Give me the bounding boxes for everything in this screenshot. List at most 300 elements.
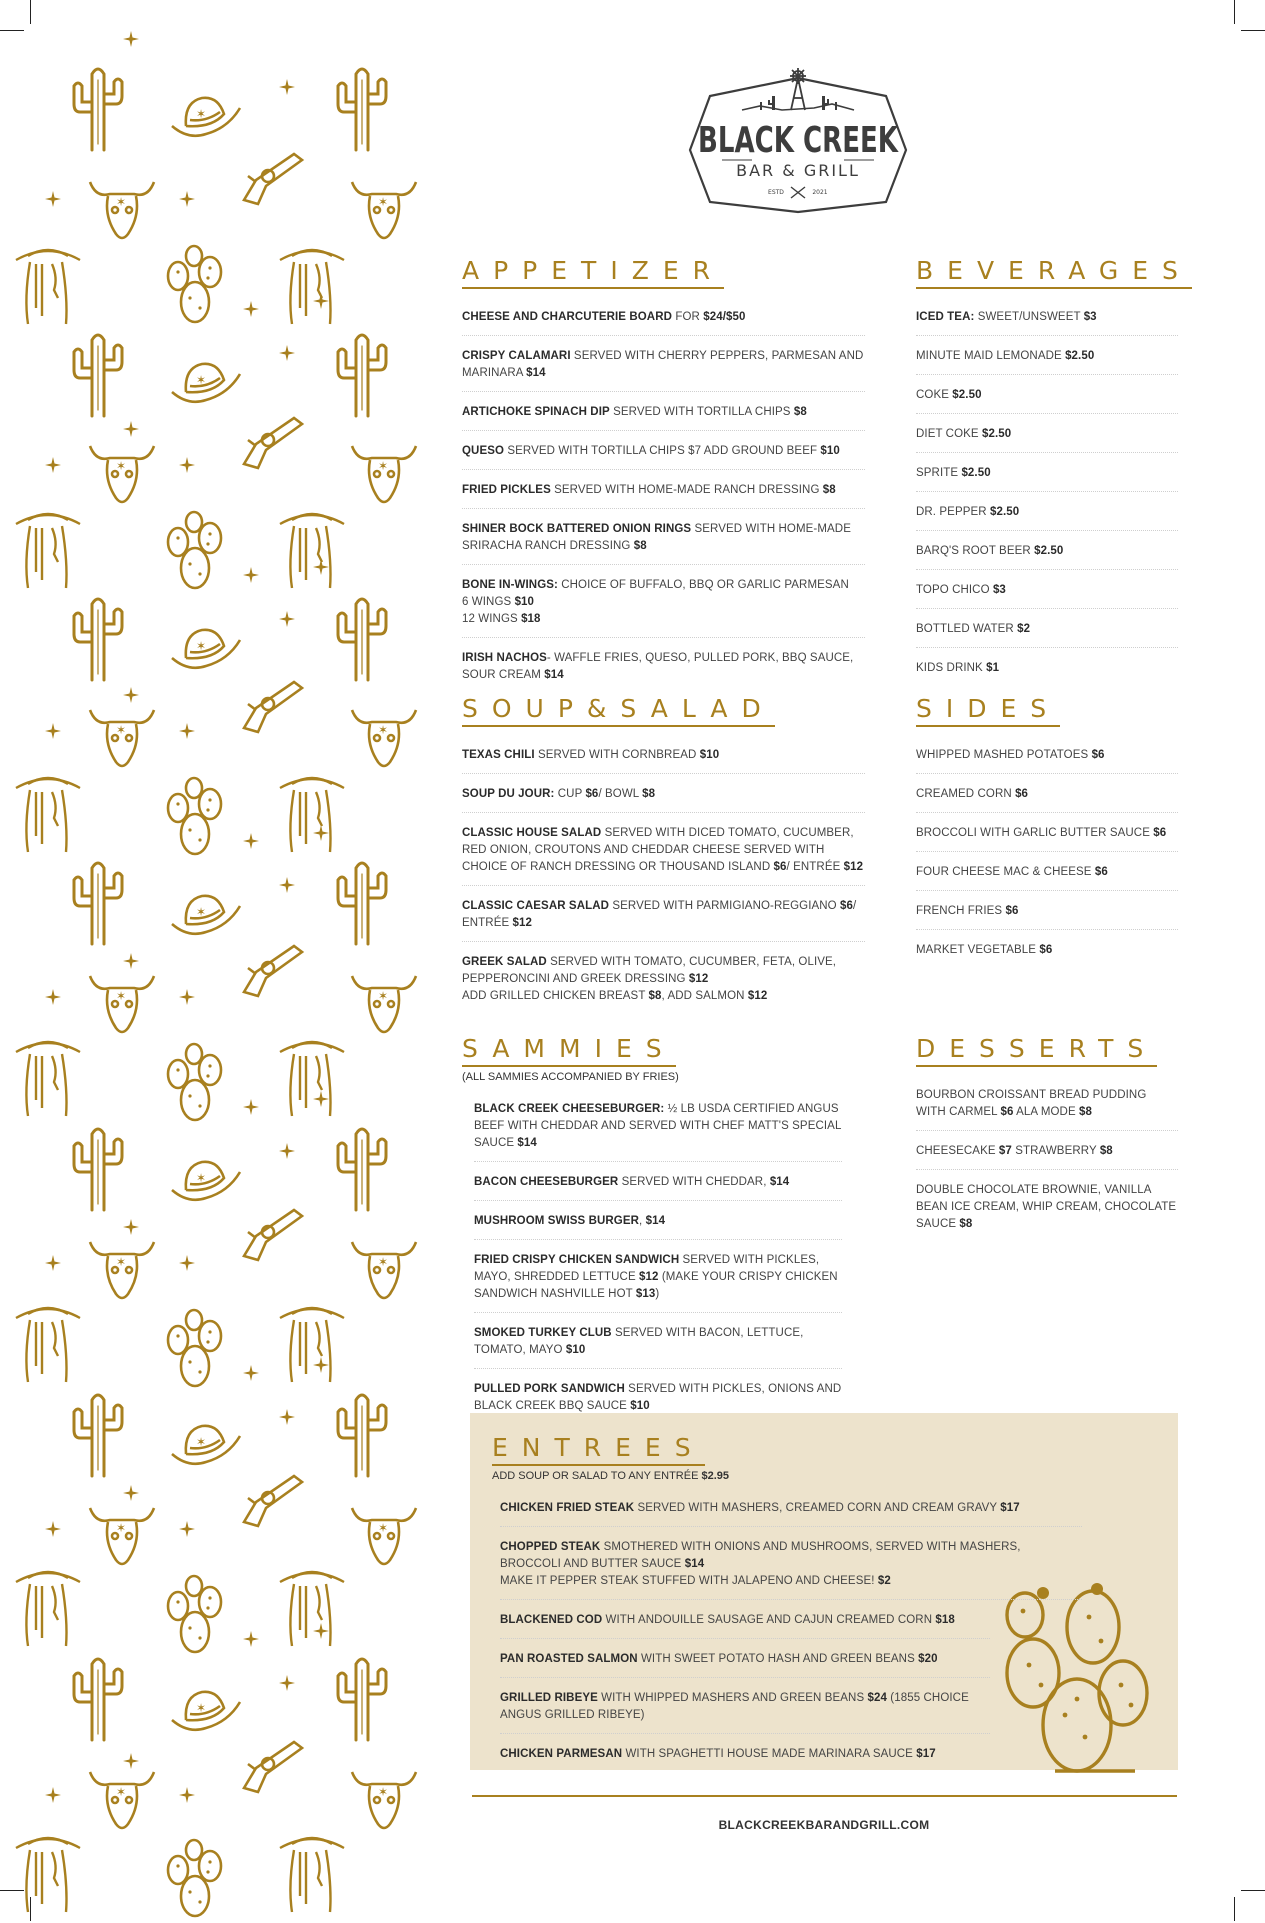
menu-item <box>916 303 1178 336</box>
menu-item-bold-text: MUSHROOM SWISS BURGER <box>474 1215 640 1227</box>
menu-item-text: BOURBON CROISSANT BREAD PUDDING WITH CARMEL <box>916 1089 1147 1118</box>
menu-item <box>462 303 865 336</box>
sides-section <box>916 694 1178 974</box>
entrees-note-text: ADD SOUP OR SALAD TO ANY ENTRÉE <box>492 1470 702 1482</box>
cactus-icon <box>68 1386 128 1483</box>
menu-item <box>462 892 865 942</box>
entrees-list <box>492 1494 1082 1772</box>
menu-item <box>462 437 865 470</box>
svg-text:✶: ✶ <box>378 195 389 209</box>
menu-item-text: WHIPPED MASHED POTATOES <box>916 749 1092 761</box>
menu-item-bold-text: $10 <box>699 749 720 761</box>
menu-item-bold-text: CRISPY CALAMARI <box>462 350 571 362</box>
menu-item-bold-text: SMOKED TURKEY CLUB <box>474 1327 612 1339</box>
cowgirl-icon <box>14 238 84 333</box>
logo-name-line2: BAR & GRILL <box>736 161 860 180</box>
star-icon <box>278 1408 296 1431</box>
menu-item-text: / ENTRÉE <box>462 900 857 929</box>
bull-skull-icon <box>86 1498 158 1577</box>
desserts-title: DESSERTS <box>916 1034 1157 1067</box>
menu-item-text: FOUR CHEESE MAC & CHEESE <box>916 866 1095 878</box>
cowboy-hat-icon <box>168 1416 244 1477</box>
menu-item-bold-text: CLASSIC HOUSE SALAD <box>462 827 602 839</box>
menu-item-bold-text: IRISH NACHOS <box>462 652 547 664</box>
star-icon <box>178 988 196 1011</box>
logo-year: 2021 <box>812 189 828 196</box>
menu-item <box>916 897 1178 930</box>
menu-item-bold-text: $2 <box>877 1575 891 1587</box>
entrees-title: ENTREES <box>492 1433 705 1466</box>
menu-item <box>500 1740 990 1772</box>
star-icon <box>242 566 260 589</box>
menu-item-bold-text: $6 <box>1015 788 1029 800</box>
menu-item <box>916 1081 1178 1131</box>
menu-item-text: WITH WHIPPED MASHERS AND GREEN BEANS <box>597 1692 868 1704</box>
star-icon <box>312 1356 330 1379</box>
menu-item <box>916 654 1178 686</box>
menu-item-bold-text: GRILLED RIBEYE <box>500 1692 598 1704</box>
cactus-icon <box>68 1650 128 1747</box>
menu-item-bold-text: $8 <box>1099 1145 1113 1157</box>
menu-item-text: TOPO CHICO <box>916 584 993 596</box>
desserts-section <box>916 1034 1178 1248</box>
svg-text:✶: ✶ <box>196 905 207 919</box>
menu-item-text: BARQ'S ROOT BEER <box>916 545 1035 557</box>
menu-item-text: ADD GRILLED CHICKEN BREAST <box>462 990 649 1002</box>
revolver-icon <box>236 1462 306 1537</box>
menu-item-text: ½ LB USDA CERTIFIED ANGUS BEEF WITH CHEDDAR AND SERVED WITH CHEF MATT'S SPECIAL SAUCE <box>474 1103 842 1149</box>
menu-item <box>474 1168 842 1201</box>
star-icon <box>178 1254 196 1277</box>
revolver-icon <box>236 668 306 743</box>
menu-item-bold-text: $2.50 <box>952 389 982 401</box>
menu-item-text: ALA MODE <box>1013 1106 1080 1118</box>
menu-item-bold-text: CHEESE AND CHARCUTERIE BOARD <box>462 311 673 323</box>
menu-item <box>916 498 1178 531</box>
menu-item-bold-text: $14 <box>769 1176 790 1188</box>
cowgirl-icon <box>14 1030 84 1125</box>
menu-item-bold-text: $6 <box>1039 944 1053 956</box>
svg-text:✶: ✶ <box>116 1521 127 1535</box>
cactus-icon <box>68 326 128 423</box>
menu-item-bold-text: ICED TEA: <box>916 311 975 323</box>
menu-item-text: CHEESECAKE <box>916 1145 999 1157</box>
appetizer-list <box>462 303 865 693</box>
menu-item-text: MARKET VEGETABLE <box>916 944 1040 956</box>
sammies-section <box>462 1034 842 1430</box>
menu-item-text: SERVED WITH DICED TOMATO, CUCUMBER, RED ONION, CROUTONS AND CHEDDAR CHEESE SERVED WITH CHOICE OF RANCH DRESSING OR THOUSAND ISLAND <box>462 827 854 873</box>
star-icon <box>44 1786 62 1809</box>
star-icon <box>242 832 260 855</box>
menu-item-text: KIDS DRINK <box>916 662 987 674</box>
soup-salad-list <box>462 741 865 1014</box>
sammies-title: SAMMIES <box>462 1034 676 1067</box>
menu-item-bold-text: $6 <box>1005 905 1019 917</box>
star-icon <box>278 876 296 899</box>
desserts-list <box>916 1081 1178 1242</box>
menu-item-bold-text: CHICKEN FRIED STEAK <box>500 1502 635 1514</box>
svg-text:✶: ✶ <box>196 1435 207 1449</box>
footer-rule <box>472 1795 1177 1797</box>
menu-item <box>916 615 1178 648</box>
menu-item-bold-text: $6 <box>773 861 787 873</box>
menu-item-bold-text: FRIED CRISPY CHICKEN SANDWICH <box>474 1254 680 1266</box>
revolver-icon <box>236 140 306 215</box>
star-icon <box>312 1090 330 1113</box>
menu-item-text: SERVED WITH TORTILLA CHIPS <box>609 406 794 418</box>
menu-item-bold-text: $6 <box>1153 827 1167 839</box>
menu-item-text: CHOICE OF BUFFALO, BBQ OR GARLIC PARMESAN <box>557 579 849 591</box>
menu-item <box>916 381 1178 414</box>
menu-item-bold-text: $8 <box>642 788 656 800</box>
menu-item-bold-text: $14 <box>517 1137 537 1149</box>
cowgirl-icon <box>14 1560 84 1655</box>
star-icon <box>178 456 196 479</box>
menu-item-text: WITH SPAGHETTI HOUSE MADE MARINARA SAUCE <box>622 1748 917 1760</box>
menu-item-bold-text: $20 <box>918 1653 938 1665</box>
menu-item-text: DR. PEPPER <box>916 506 990 518</box>
menu-item-bold-text: $8 <box>822 484 836 496</box>
menu-item-bold-text: $2.50 <box>989 506 1020 518</box>
menu-item-text: MINUTE MAID LEMONADE <box>916 350 1066 362</box>
cowboy-hat-icon <box>168 620 244 681</box>
cactus-icon <box>68 1120 128 1217</box>
svg-text:✶: ✶ <box>196 1171 207 1185</box>
menu-item <box>916 1137 1178 1170</box>
menu-item <box>462 644 865 693</box>
crop-mark <box>1234 0 1235 24</box>
logo-name-line1: BLACK CREEK <box>698 120 899 161</box>
bull-skull-icon <box>348 436 420 515</box>
star-icon <box>44 988 62 1011</box>
star-icon <box>178 1786 196 1809</box>
menu-item-bold-text: $2.50 <box>961 467 991 479</box>
menu-item <box>462 515 865 565</box>
menu-item-bold-text: TEXAS CHILI <box>462 749 535 761</box>
menu-item <box>500 1684 990 1734</box>
star-icon <box>178 190 196 213</box>
bull-skull-icon <box>348 1498 420 1577</box>
beverages-title: BEVERAGES <box>916 256 1192 289</box>
star-icon <box>278 1142 296 1165</box>
menu-item-bold-text: $2.50 <box>1034 545 1064 557</box>
star-icon <box>122 30 140 53</box>
bull-skull-icon <box>86 436 158 515</box>
menu-item-bold-text: $8 <box>633 540 647 552</box>
crop-mark <box>1241 30 1265 31</box>
menu-item-text: ) <box>655 1288 660 1300</box>
star-icon <box>312 292 330 315</box>
menu-item-bold-text: $3 <box>1083 311 1097 323</box>
menu-item-text: SERVED WITH HOME-MADE SRIRACHA RANCH DRESSING <box>462 523 851 552</box>
menu-item-text: SERVED WITH PICKLES, ONIONS AND BLACK CREEK BBQ SAUCE <box>474 1383 842 1412</box>
star-icon <box>178 722 196 745</box>
star-icon <box>312 824 330 847</box>
menu-item-bold-text: $6 <box>1094 866 1108 878</box>
svg-text:✶: ✶ <box>116 459 127 473</box>
revolver-icon <box>236 404 306 479</box>
entrees-note <box>492 1470 1082 1482</box>
menu-item <box>462 342 865 392</box>
bull-skull-icon <box>348 1232 420 1311</box>
menu-item-bold-text: $24/$50 <box>703 311 746 323</box>
menu-item-text: FRENCH FRIES <box>916 905 1006 917</box>
menu-item-text: SMOTHERED WITH ONIONS AND MUSHROOMS, SERVED WITH MASHERS, BROCCOLI AND BUTTER SAUCE <box>500 1541 1021 1570</box>
menu-item-bold-text: $8 <box>1079 1106 1093 1118</box>
black-creek-logo <box>682 68 914 214</box>
svg-text:✶: ✶ <box>378 989 389 1003</box>
prickly-pear-icon <box>160 242 230 329</box>
prickly-pear-icon <box>160 1836 230 1923</box>
menu-item-bold-text: $12 <box>747 990 768 1002</box>
menu-item <box>462 571 865 638</box>
menu-item <box>916 780 1178 813</box>
menu-item <box>462 948 865 1014</box>
menu-item-bold-text: $17 <box>1000 1502 1020 1514</box>
menu-item-bold-text: $8 <box>793 406 807 418</box>
menu-item-text: BROCCOLI WITH GARLIC BUTTER SAUCE <box>916 827 1154 839</box>
menu-item-text: SERVED WITH CHERRY PEPPERS, PARMESAN AND MARINARA <box>462 350 864 379</box>
menu-item-bold-text: $8 <box>648 990 662 1002</box>
bull-skull-icon <box>86 700 158 779</box>
menu-item-bold-text: BLACK CREEK CHEESEBURGER: <box>474 1103 665 1115</box>
cowboy-hat-icon <box>168 886 244 947</box>
sammies-note: (ALL SAMMIES ACCOMPANIED BY FRIES) <box>462 1071 679 1083</box>
menu-item <box>462 819 865 886</box>
menu-item-bold-text: FRIED PICKLES <box>462 484 551 496</box>
star-icon <box>44 456 62 479</box>
bull-skull-icon <box>348 700 420 779</box>
prickly-pear-icon <box>160 1572 230 1659</box>
menu-item-text: 12 WINGS <box>462 613 522 625</box>
menu-item-bold-text: CHICKEN PARMESAN <box>500 1748 623 1760</box>
menu-item-bold-text: $12 <box>639 1271 659 1283</box>
menu-item-text: SERVED WITH CHEDDAR, <box>618 1176 770 1188</box>
menu-item-bold-text: $17 <box>916 1748 936 1760</box>
footer-website: BLACKCREEKBARANDGRILL.COM <box>718 1818 930 1832</box>
menu-item-bold-text: BLACKENED COD <box>500 1614 603 1626</box>
bull-skull-icon <box>86 1232 158 1311</box>
svg-text:✶: ✶ <box>116 989 127 1003</box>
beverages-list <box>916 303 1178 686</box>
menu-item-text: CREAMED CORN <box>916 788 1016 800</box>
crop-mark <box>1234 1897 1235 1921</box>
bull-skull-icon <box>86 966 158 1045</box>
menu-item-bold-text: $18 <box>521 613 541 625</box>
crop-mark <box>1241 1890 1265 1891</box>
menu-item <box>462 780 865 813</box>
menu-item-bold-text: CHOPPED STEAK <box>500 1541 601 1553</box>
menu-item-text: SERVED WITH TORTILLA CHIPS $7 ADD GROUND BEEF <box>504 445 821 457</box>
menu-item-bold-text: $6 <box>840 900 854 912</box>
cowgirl-icon <box>14 502 84 597</box>
star-icon <box>278 78 296 101</box>
menu-item <box>500 1645 990 1678</box>
menu-item-text: SERVED WITH PARMIGIANO-REGGIANO <box>609 900 841 912</box>
cowgirl-icon <box>14 1296 84 1391</box>
cactus-icon <box>332 60 392 157</box>
menu-item <box>916 342 1178 375</box>
cactus-icon <box>332 590 392 687</box>
star-icon <box>278 344 296 367</box>
menu-item-text: DIET COKE <box>916 428 982 440</box>
cowboy-hat-icon <box>168 1682 244 1743</box>
menu-item-text: DOUBLE CHOCOLATE BROWNIE, VANILLA BEAN ICE CREAM, WHIP CREAM, CHOCOLATE SAUCE <box>916 1184 1177 1230</box>
cowboy-hat-icon <box>168 354 244 415</box>
menu-item-bold-text: PULLED PORK SANDWICH <box>474 1383 625 1395</box>
cactus-icon <box>332 326 392 423</box>
sides-list <box>916 741 1178 968</box>
menu-item-text: SERVED WITH MASHERS, CREAMED CORN AND CREAM GRAVY <box>634 1502 1001 1514</box>
western-pattern-panel <box>0 0 408 1921</box>
svg-text:✶: ✶ <box>378 1521 389 1535</box>
prickly-pear-icon <box>160 508 230 595</box>
soup-salad-title: SOUP&SALAD <box>462 694 775 727</box>
menu-item <box>916 1176 1178 1242</box>
menu-item-bold-text: BACON CHEESEBURGER <box>474 1176 619 1188</box>
menu-item <box>916 420 1178 453</box>
star-icon <box>44 1254 62 1277</box>
menu-item-bold-text: ARTICHOKE SPINACH DIP <box>462 406 610 418</box>
menu-item <box>916 459 1178 492</box>
menu-item-text: BOTTLED WATER <box>916 623 1018 635</box>
star-icon <box>242 1630 260 1653</box>
menu-item <box>916 819 1178 852</box>
menu-item-bold-text: $18 <box>935 1614 955 1626</box>
menu-item-bold-text: PAN ROASTED SALMON <box>500 1653 638 1665</box>
menu-item <box>916 576 1178 609</box>
menu-item-bold-text: $14 <box>684 1558 705 1570</box>
menu-item-text: CUP <box>554 788 586 800</box>
prickly-pear-icon <box>160 1306 230 1393</box>
star-icon <box>178 1520 196 1543</box>
star-icon <box>242 300 260 323</box>
menu-item <box>474 1207 842 1240</box>
menu-item-text: , <box>639 1215 646 1227</box>
cactus-icon <box>68 590 128 687</box>
menu-item-text: SERVED WITH TOMATO, CUCUMBER, FETA, OLIVE, PEPPERONCINI AND GREEK DRESSING <box>462 956 837 985</box>
menu-item <box>462 741 865 774</box>
cactus-icon <box>68 60 128 157</box>
soup-salad-section <box>462 694 865 1020</box>
menu-item-bold-text: $1 <box>986 662 1000 674</box>
menu-item-bold-text: $2 <box>1017 623 1031 635</box>
menu-item-text: SERVED WITH CORNBREAD <box>534 749 700 761</box>
prickly-pear-icon <box>160 1040 230 1127</box>
bull-skull-icon <box>348 1762 420 1841</box>
menu-item-text: MAKE IT PEPPER STEAK STUFFED WITH JALAPENO AND CHEESE! <box>500 1575 878 1587</box>
cowgirl-icon <box>14 766 84 861</box>
svg-text:✶: ✶ <box>196 373 207 387</box>
menu-item-text: (MAKE YOUR CRISPY CHICKEN SANDWICH NASHVILLE HOT <box>474 1271 838 1300</box>
menu-item <box>500 1533 1082 1600</box>
bull-skull-icon <box>348 172 420 251</box>
star-icon <box>278 610 296 633</box>
menu-item-bold-text: $10 <box>565 1344 586 1356</box>
svg-text:✶: ✶ <box>116 1255 127 1269</box>
cactus-icon <box>68 854 128 951</box>
svg-text:✶: ✶ <box>116 723 127 737</box>
menu-item-bold-text: CLASSIC CAESAR SALAD <box>462 900 610 912</box>
menu-item-bold-text: $6 <box>1091 749 1105 761</box>
menu-item-bold-text: $10 <box>820 445 840 457</box>
menu-item-text: WITH ANDOUILLE SAUSAGE AND CAJUN CREAMED CORN <box>602 1614 936 1626</box>
sides-title: SIDES <box>916 694 1060 727</box>
star-icon <box>44 190 62 213</box>
menu-item-bold-text: $10 <box>514 596 535 608</box>
cactus-icon <box>332 1650 392 1747</box>
cowgirl-icon <box>14 1826 84 1921</box>
menu-item-text: / BOWL <box>598 788 643 800</box>
prickly-pear-icon <box>160 774 230 861</box>
menu-item-bold-text: $6 <box>585 788 599 800</box>
star-icon <box>312 558 330 581</box>
entrees-note-price: $2.95 <box>701 1470 730 1482</box>
menu-item <box>916 936 1178 968</box>
menu-item-bold-text: $12 <box>512 917 533 929</box>
menu-item-bold-text: $24 <box>867 1692 888 1704</box>
svg-text:✶: ✶ <box>116 195 127 209</box>
svg-text:✶: ✶ <box>196 639 207 653</box>
menu-item <box>916 537 1178 570</box>
menu-item-text: (1855 CHOICE ANGUS GRILLED RIBEYE) <box>500 1692 969 1721</box>
cactus-icon <box>332 1386 392 1483</box>
menu-item <box>500 1494 1082 1527</box>
cactus-icon <box>332 1120 392 1217</box>
revolver-icon <box>236 1728 306 1803</box>
menu-item-bold-text: $12 <box>843 861 864 873</box>
menu-item-text: SERVED WITH PICKLES, MAYO, SHREDDED LETTUCE <box>474 1254 820 1283</box>
star-icon <box>278 1674 296 1697</box>
star-icon <box>44 722 62 745</box>
sammies-list <box>462 1095 842 1424</box>
cowgirl-icon <box>278 238 348 333</box>
bull-skull-icon <box>86 172 158 251</box>
star-icon <box>242 1364 260 1387</box>
star-icon <box>44 1520 62 1543</box>
svg-text:✶: ✶ <box>378 459 389 473</box>
menu-item-bold-text: $8 <box>959 1218 973 1230</box>
svg-text:✶: ✶ <box>378 1785 389 1799</box>
cactus-icon <box>332 854 392 951</box>
svg-text:✶: ✶ <box>196 107 207 121</box>
svg-text:✶: ✶ <box>116 1785 127 1799</box>
beverages-section <box>916 256 1192 692</box>
menu-item-text: COKE <box>916 389 953 401</box>
revolver-icon <box>236 932 306 1007</box>
menu-item-bold-text: QUESO <box>462 445 505 457</box>
menu-item <box>474 1095 842 1162</box>
menu-item <box>462 398 865 431</box>
menu-item-bold-text: $10 <box>630 1400 650 1412</box>
menu-item <box>474 1246 842 1313</box>
logo-estd: ESTD <box>768 189 784 196</box>
menu-item-text: SWEET/UNSWEET <box>974 311 1084 323</box>
menu-item-bold-text: $6 <box>1000 1106 1014 1118</box>
bull-skull-icon <box>86 1762 158 1841</box>
appetizer-title: APPETIZER <box>462 256 724 289</box>
menu-item-bold-text: $14 <box>526 367 546 379</box>
cowboy-hat-icon <box>168 88 244 149</box>
menu-item-bold-text: $13 <box>635 1288 656 1300</box>
menu-item-bold-text: $14 <box>544 669 564 681</box>
menu-item-bold-text: $3 <box>992 584 1006 596</box>
menu-item-text: SERVED WITH HOME-MADE RANCH DRESSING <box>550 484 823 496</box>
cowboy-hat-icon <box>168 1152 244 1213</box>
menu-item-text: STRAWBERRY <box>1011 1145 1100 1157</box>
revolver-icon <box>236 1196 306 1271</box>
menu-item-text: FOR <box>672 311 704 323</box>
